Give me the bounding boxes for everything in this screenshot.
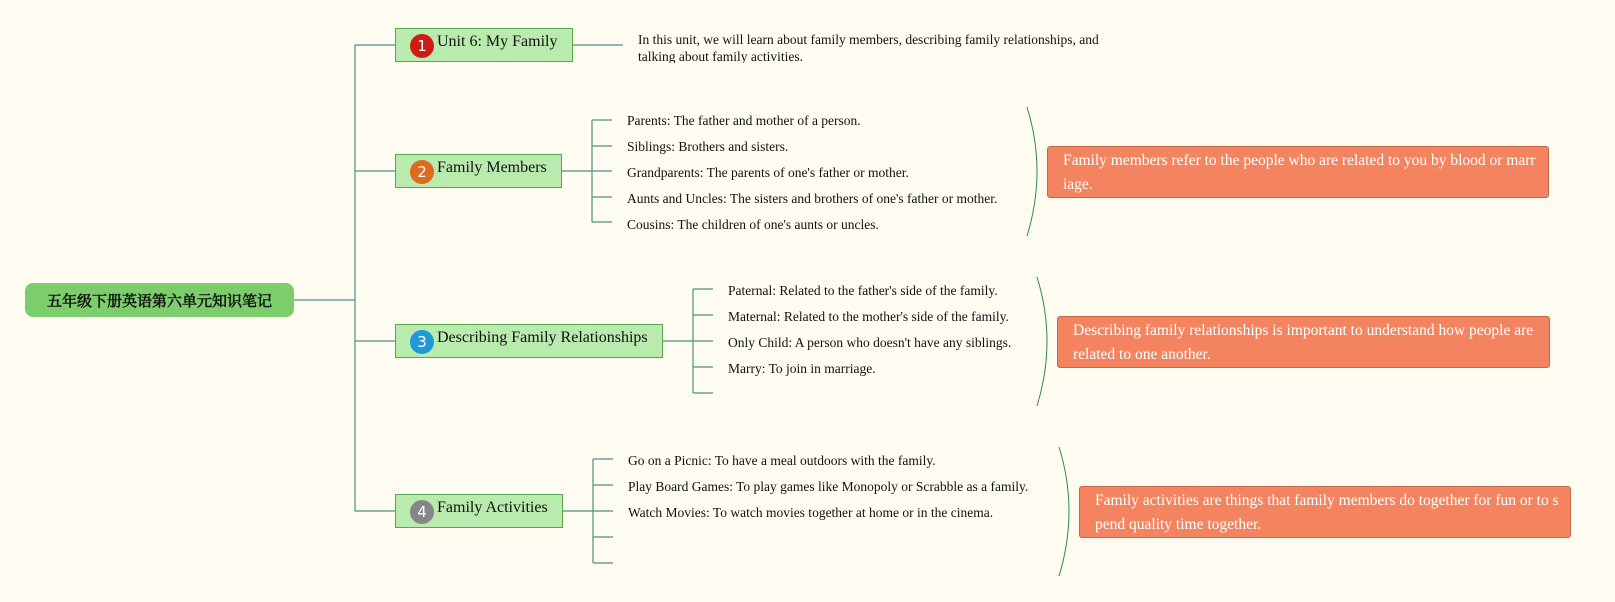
family-members-item-aunts-uncles[interactable]: Aunts and Uncles: The sisters and brothers of one's father or mother. bbox=[627, 191, 998, 206]
topic-label: Describing Family Relationships bbox=[437, 329, 648, 346]
family-members-item-parents[interactable]: Parents: The father and mother of a person. bbox=[627, 113, 861, 128]
topic-family-activities[interactable] bbox=[395, 494, 563, 528]
summary-bracket-4 bbox=[1059, 447, 1069, 576]
summary-text: Family members refer to the people who are related to you by blood or marriage. bbox=[1063, 152, 1536, 193]
activities-item-picnic[interactable]: Go on a Picnic: To have a meal outdoors with the family. bbox=[628, 453, 936, 468]
relationships-item-marry[interactable]: Marry: To join in marriage. bbox=[728, 361, 876, 376]
unit-description[interactable]: In this unit, we will learn about family members, describing family relationships, and talking about family activities. bbox=[638, 32, 1099, 63]
family-members-item-cousins[interactable]: Cousins: The children of one's aunts or uncles. bbox=[627, 217, 879, 232]
number-badge-2: 2 bbox=[410, 160, 434, 184]
topic-family-members[interactable] bbox=[395, 154, 562, 188]
root-topic[interactable] bbox=[25, 283, 294, 317]
summary-family-members[interactable] bbox=[1047, 146, 1549, 198]
root-topic-label: 五年级下册英语第六单元知识笔记 bbox=[46, 291, 272, 310]
activities-item-movies[interactable]: Watch Movies: To watch movies together at home or in the cinema. bbox=[628, 505, 994, 520]
number-badge-4: 4 bbox=[410, 500, 434, 524]
summary-family-activities[interactable] bbox=[1079, 486, 1571, 538]
children-connector-3 bbox=[663, 289, 713, 393]
summary-text: Family activities are things that family members do together for fun or to spend quality time together. bbox=[1095, 492, 1559, 533]
summary-bracket-3 bbox=[1037, 277, 1047, 406]
family-members-item-siblings[interactable]: Siblings: Brothers and sisters. bbox=[627, 139, 789, 154]
activities-item-board-games[interactable]: Play Board Games: To play games like Monopoly or Scrabble as a family. bbox=[628, 479, 1029, 494]
summary-describing-relationships[interactable] bbox=[1057, 316, 1550, 368]
summary-text: Describing family relationships is important to understand how people are related to one another. bbox=[1073, 322, 1534, 363]
relationships-item-paternal[interactable]: Paternal: Related to the father's side of the family. bbox=[728, 283, 998, 298]
relationships-item-maternal[interactable]: Maternal: Related to the mother's side of the family. bbox=[728, 309, 1009, 324]
children-connector-2 bbox=[562, 120, 612, 222]
topic-label: Unit 6: My Family bbox=[437, 33, 558, 50]
topic-describing-family-relationships[interactable] bbox=[395, 324, 663, 358]
family-members-item-grandparents[interactable]: Grandparents: The parents of one's father or mother. bbox=[627, 165, 909, 180]
summary-bracket-2 bbox=[1027, 107, 1037, 236]
number-badge-1: 1 bbox=[410, 34, 434, 58]
number-badge-3: 3 bbox=[410, 330, 434, 354]
children-connector-4 bbox=[563, 459, 613, 563]
relationships-item-only-child[interactable]: Only Child: A person who doesn't have any siblings. bbox=[728, 335, 1012, 350]
topic-unit-6-my-family[interactable] bbox=[395, 28, 573, 62]
topic-label: Family Members bbox=[437, 159, 547, 176]
topic-label: Family Activities bbox=[437, 499, 548, 516]
